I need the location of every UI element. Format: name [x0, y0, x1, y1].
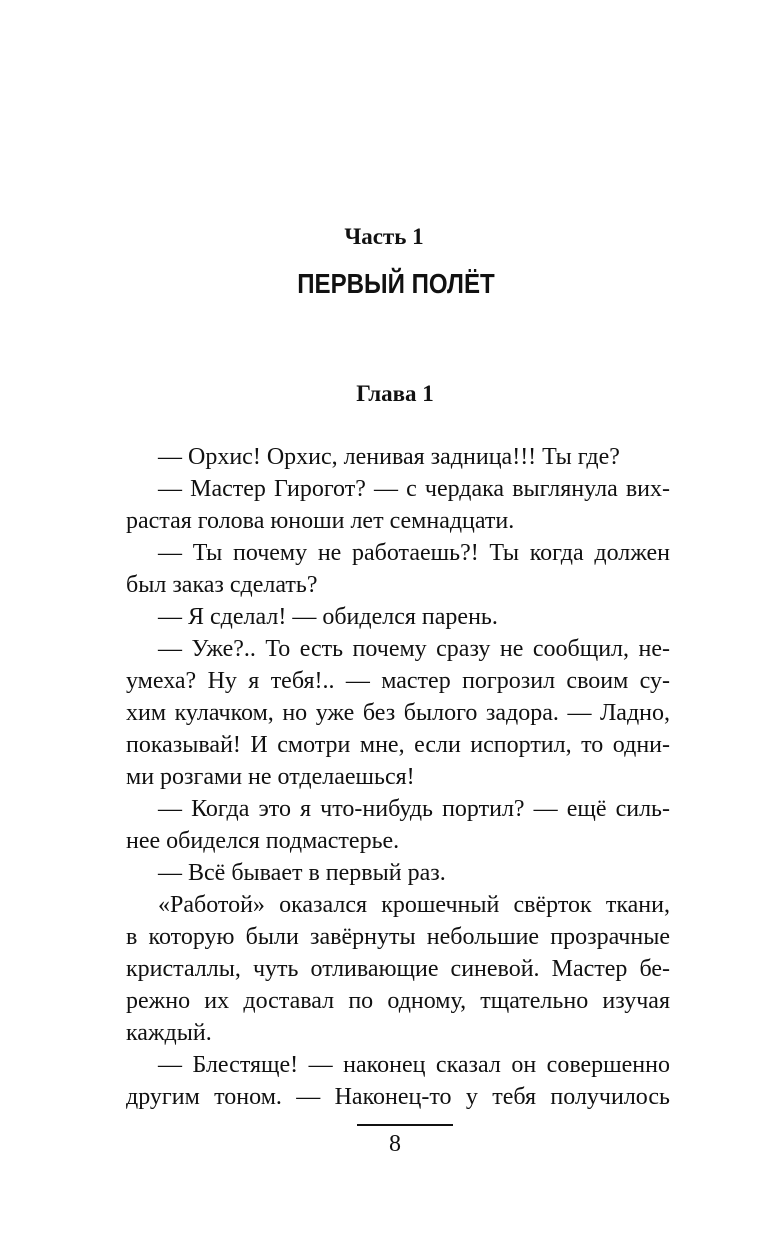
page-number: 8 [389, 1131, 401, 1157]
text-line: — Ты почему не работаешь?! Ты когда должен [158, 540, 670, 566]
text-line: нее обиделся подмастерье. [126, 828, 400, 854]
text-line: — Орхис! Орхис, ленивая задница!!! Ты где? [158, 444, 620, 470]
text-line: — Всё бывает в первый раз. [158, 860, 446, 886]
text-line: хим кулачком, но уже без былого задора. — Ладно, [126, 700, 670, 726]
chapter-title: Глава 1 [356, 381, 434, 406]
text-line: ми розгами не отделаешься! [126, 764, 415, 790]
text-line: в которую были завёрнуты небольшие прозрачные [126, 924, 670, 950]
text-line: кристаллы, чуть отливающие синевой. Мастер бе- [126, 956, 670, 982]
text-line: — Когда это я что-нибудь портил? — ещё силь- [158, 796, 670, 822]
text-line: умеха? Ну я тебя!.. — мастер погрозил своим су- [126, 668, 670, 694]
text-line: каждый. [126, 1020, 212, 1046]
part-title: ПЕРВЫЙ ПОЛЁТ [297, 268, 495, 299]
text-line: «Работой» оказался крошечный свёрток ткани, [158, 892, 670, 918]
text-line: — Уже?.. То есть почему сразу не сообщил, не- [158, 636, 670, 662]
text-line: был заказ сделать? [126, 572, 318, 598]
text-line: — Я сделал! — обиделся парень. [158, 604, 498, 630]
page-number-rule [357, 1124, 453, 1126]
body-text [126, 441, 670, 1113]
text-line: растая голова юноши лет семнадцати. [126, 508, 515, 534]
text-line: другим тоном. — Наконец-то у тебя получилось [126, 1084, 670, 1110]
text-line: — Блестяще! — наконец сказал он совершенно [158, 1052, 670, 1078]
text-line: показывай! И смотри мне, если испортил, то одни- [126, 732, 670, 758]
text-line: режно их доставал по одному, тщательно изучая [126, 988, 670, 1014]
part-label: Часть 1 [344, 224, 424, 249]
text-line: — Мастер Гирогот? — с чердака выглянула вих- [158, 476, 670, 502]
